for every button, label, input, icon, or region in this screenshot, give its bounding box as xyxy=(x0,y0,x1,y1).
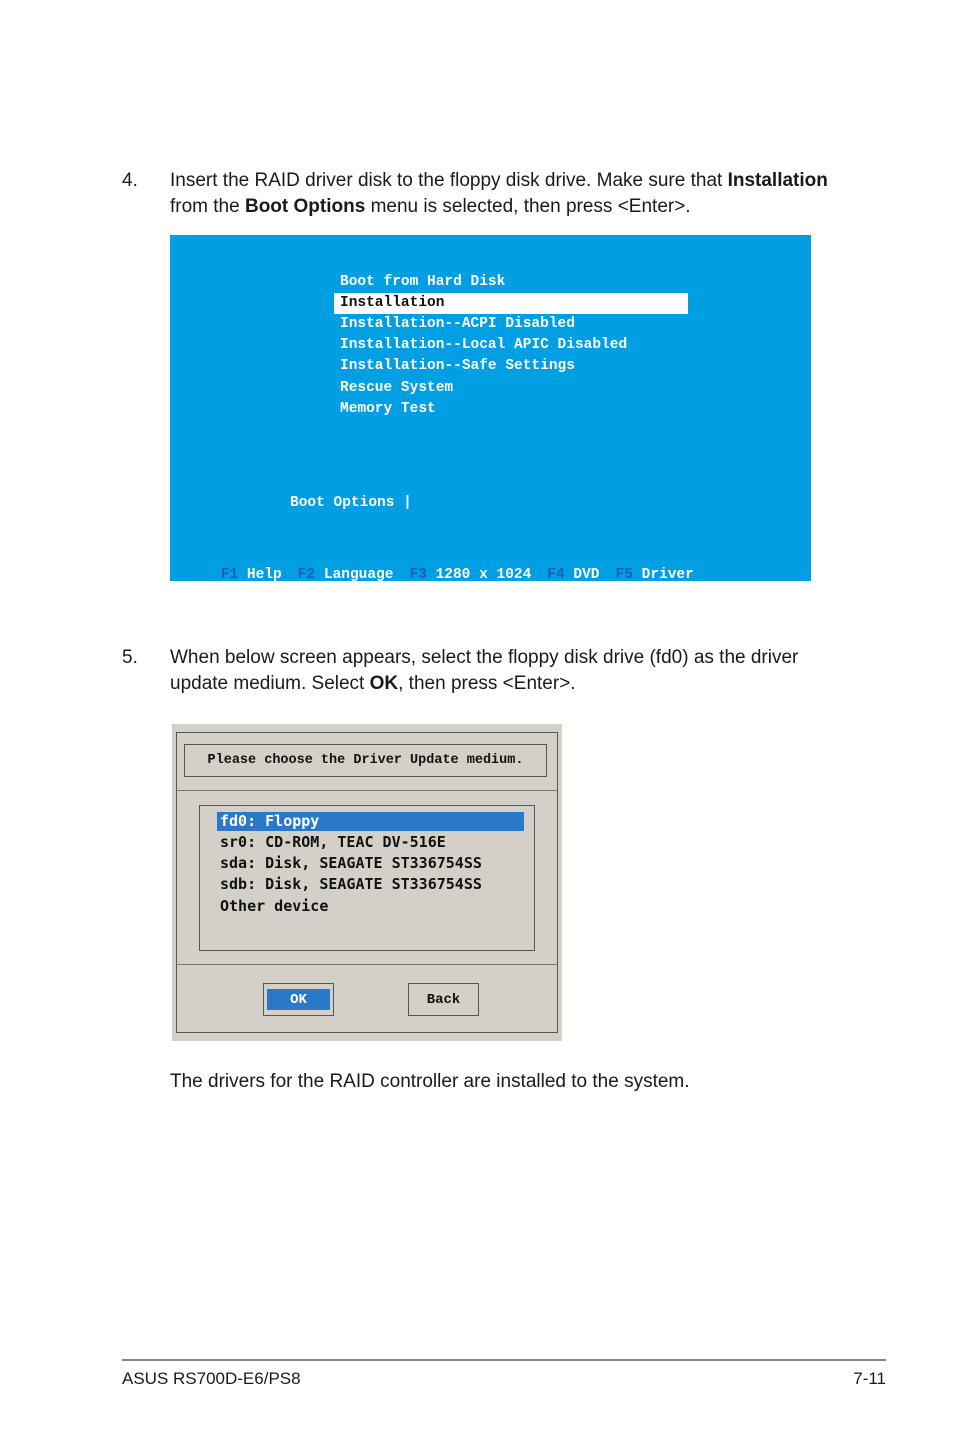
list-item-selected[interactable]: fd0: Floppy xyxy=(217,812,524,831)
step-number: 5. xyxy=(122,647,138,668)
boot-menu-item-selected[interactable]: Installation xyxy=(334,293,688,314)
ok-button[interactable] xyxy=(263,983,334,1016)
function-key[interactable]: F3 xyxy=(409,567,427,583)
driver-medium-list[interactable] xyxy=(199,805,535,951)
boot-menu-item[interactable]: Installation--Safe Settings xyxy=(340,358,575,374)
boot-screen xyxy=(170,235,811,581)
step-bold-term: Installation xyxy=(727,170,828,191)
step-text xyxy=(170,168,860,220)
step-text-part: Insert the RAID driver disk to the floppy disk drive. Make sure that xyxy=(170,170,728,191)
list-item[interactable]: Other device xyxy=(220,897,329,915)
list-item[interactable]: sdb: Disk, SEAGATE ST336754SS xyxy=(220,875,482,893)
boot-menu-item[interactable]: Boot from Hard Disk xyxy=(340,274,506,290)
function-key-label: DVD xyxy=(573,567,600,583)
function-key[interactable]: F4 xyxy=(547,567,565,583)
function-key-bar xyxy=(186,551,694,599)
boot-options-label[interactable]: Boot Options | xyxy=(290,495,412,511)
dialog-divider xyxy=(176,790,558,791)
function-key-label: Driver xyxy=(641,567,694,583)
step-text-part: from the xyxy=(170,196,245,217)
conclusion-text: The drivers for the RAID controller are installed to the system. xyxy=(170,1071,690,1092)
list-item[interactable]: sr0: CD-ROM, TEAC DV-516E xyxy=(220,833,446,851)
step-bold-term: Boot Options xyxy=(244,196,366,217)
dialog-divider xyxy=(176,964,558,965)
step-text-part: menu is selected, then press <Enter>. xyxy=(365,196,691,217)
function-key-label: Language xyxy=(323,567,394,583)
step-text-part: , then press <Enter>. xyxy=(398,673,576,694)
function-key-label: Help xyxy=(246,567,282,583)
ok-button-label: OK xyxy=(267,989,330,1010)
step-number: 4. xyxy=(122,170,138,191)
footer-model: ASUS RS700D-E6/PS8 xyxy=(122,1369,301,1388)
boot-menu-item[interactable]: Installation--Local APIC Disabled xyxy=(340,337,628,353)
step-text-part: When below screen appears, select the floppy disk drive (fd0) as the driver xyxy=(170,647,799,668)
dialog-message: Please choose the Driver Update medium. xyxy=(184,744,547,777)
footer-rule xyxy=(122,1359,886,1361)
driver-update-dialog xyxy=(172,724,562,1041)
boot-menu-item[interactable]: Rescue System xyxy=(340,380,454,396)
function-key[interactable]: F2 xyxy=(297,567,316,583)
step-text xyxy=(170,645,860,697)
boot-menu-item[interactable]: Installation--ACPI Disabled xyxy=(340,316,575,332)
function-key-label: 1280 x 1024 xyxy=(435,567,532,583)
list-item[interactable]: sda: Disk, SEAGATE ST336754SS xyxy=(220,854,482,872)
boot-menu-item[interactable]: Memory Test xyxy=(340,401,436,417)
step-bold-term: OK xyxy=(369,673,399,694)
function-key[interactable]: F5 xyxy=(615,567,633,583)
step-text-part: update medium. Select xyxy=(170,673,370,694)
page-number: 7-11 xyxy=(853,1369,886,1388)
function-key[interactable]: F1 xyxy=(220,567,239,583)
back-button[interactable]: Back xyxy=(408,983,479,1016)
